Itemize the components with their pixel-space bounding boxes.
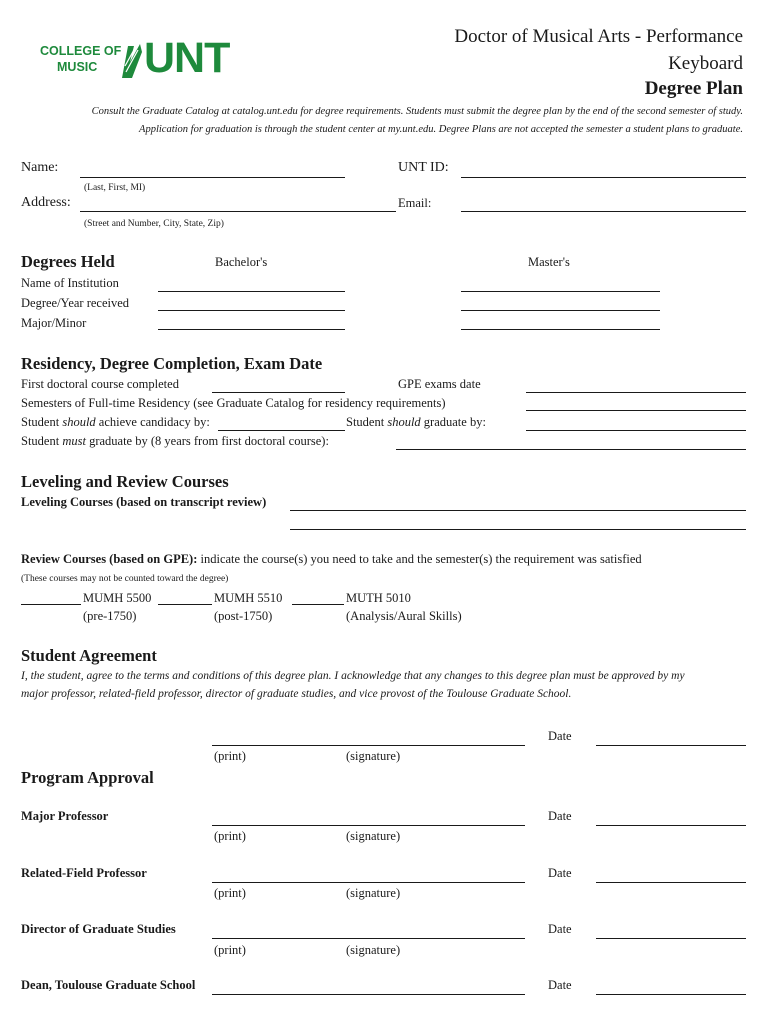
signature-hint: (signature) [346,829,401,843]
print-hint: (print) [214,829,246,843]
print-hint: (print) [214,943,246,957]
course-desc: (pre-1750) [83,609,137,623]
header-title-line3: Degree Plan [644,78,743,99]
director-label: Director of Graduate Studies [21,922,176,936]
masters-col-label: Master's [528,255,570,269]
major-professor-label: Major Professor [21,809,109,823]
course-code: MUMH 5510 [214,591,283,605]
logo-college-line2: MUSIC [57,60,98,74]
masters-institution-field[interactable] [461,291,660,292]
degrees-held-heading: Degrees Held [21,252,115,271]
date-label: Date [548,922,572,936]
review-courses-note: (These courses may not be counted toward the degree) [21,574,229,584]
address-hint: (Street and Number, City, State, Zip) [84,219,224,229]
name-label: Name: [21,160,59,175]
candidacy-field[interactable] [218,430,345,431]
must-graduate-field[interactable] [396,449,746,450]
signature-hint: (signature) [346,886,401,900]
date-label: Date [548,809,572,823]
major-professor-date-field[interactable] [596,825,746,826]
major-minor-label: Major/Minor [21,316,87,330]
masters-major-minor-field[interactable] [461,329,660,330]
print-hint: (print) [214,749,246,763]
unt-id-field[interactable] [461,177,746,178]
agreement-text-line1: I, the student, agree to the terms and conditions of this degree plan. I acknowledge that any changes to this degree plan must be approved by my [21,670,685,682]
institution-label: Name of Institution [21,276,119,290]
student-agreement-heading: Student Agreement [21,646,157,665]
graduate-by-label: Student should graduate by: [346,415,486,429]
review-courses-label: Review Courses (based on GPE): indicate the course(s) you need to take and the semester(s) the requirement was satisfied [21,552,642,566]
email-label: Email: [398,196,432,210]
header-note-line2: Application for graduation is through the student center at my.unt.edu. Degree Plans are not accepted the semester a student plans to graduate. [139,124,743,135]
unt-id-label: UNT ID: [398,160,449,175]
dean-date-field[interactable] [596,994,746,995]
email-field[interactable] [461,211,746,212]
leveling-courses-field-1[interactable] [290,510,746,511]
signature-hint: (signature) [346,943,401,957]
bachelors-major-minor-field[interactable] [158,329,345,330]
gpe-exams-label: GPE exams date [398,377,481,391]
semesters-label: Semesters of Full-time Residency (see Graduate Catalog for residency requirements) [21,396,446,410]
candidacy-label: Student should achieve candidacy by: [21,415,210,429]
course-mumh5500-field[interactable] [21,604,81,605]
related-field-signature-field[interactable] [212,882,525,883]
leveling-courses-field-2[interactable] [290,529,746,530]
course-desc: (post-1750) [214,609,273,623]
leveling-courses-label: Leveling Courses (based on transcript review) [21,495,267,509]
must-graduate-label: Student must graduate by (8 years from first doctoral course): [21,434,329,448]
bachelors-col-label: Bachelor's [215,255,268,269]
residency-heading: Residency, Degree Completion, Exam Date [21,354,323,373]
related-field-label: Related-Field Professor [21,866,147,880]
course-code: MUMH 5500 [83,591,152,605]
gpe-exams-field[interactable] [526,392,746,393]
program-approval-heading: Program Approval [21,768,154,787]
header-title-line2: Keyboard [668,53,743,74]
header-note-line1: Consult the Graduate Catalog at catalog.unt.edu for degree requirements. Students must submit the degree plan by the end of the second semester of study. [91,106,743,117]
agreement-text-line2: major professor, related-field professor, director of graduate studies, and vice provost of the Toulouse Graduate School. [21,688,572,700]
signature-hint: (signature) [346,749,401,763]
name-hint: (Last, First, MI) [84,183,146,193]
header-title-line1: Doctor of Musical Arts - Performance [454,26,743,47]
major-professor-signature-field[interactable] [212,825,525,826]
dean-label: Dean, Toulouse Graduate School [21,978,196,992]
degree-year-label: Degree/Year received [21,296,130,310]
course-desc: (Analysis/Aural Skills) [346,609,462,623]
semesters-field[interactable] [526,410,746,411]
leveling-heading: Leveling and Review Courses [21,472,229,491]
first-course-label: First doctoral course completed [21,377,179,391]
first-course-field[interactable] [212,392,345,393]
dean-signature-field[interactable] [212,994,525,995]
date-label: Date [548,978,572,992]
related-field-date-field[interactable] [596,882,746,883]
logo-college-line1: COLLEGE OF [40,44,122,58]
college-logo [40,34,250,85]
print-hint: (print) [214,886,246,900]
student-signature-field[interactable] [212,745,525,746]
student-date-field[interactable] [596,745,746,746]
eagle-mark-icon [120,42,144,80]
date-label: Date [548,866,572,880]
course-code: MUTH 5010 [346,591,411,605]
address-field[interactable] [80,211,396,212]
bachelors-institution-field[interactable] [158,291,345,292]
bachelors-degree-year-field[interactable] [158,310,345,311]
graduate-by-field[interactable] [526,430,746,431]
address-label: Address: [21,195,71,210]
masters-degree-year-field[interactable] [461,310,660,311]
name-field[interactable] [80,177,345,178]
course-muth5010-field[interactable] [292,604,344,605]
director-signature-field[interactable] [212,938,525,939]
course-mumh5510-field[interactable] [158,604,212,605]
director-date-field[interactable] [596,938,746,939]
logo-unt: UNT [144,34,230,82]
date-label: Date [548,729,572,743]
